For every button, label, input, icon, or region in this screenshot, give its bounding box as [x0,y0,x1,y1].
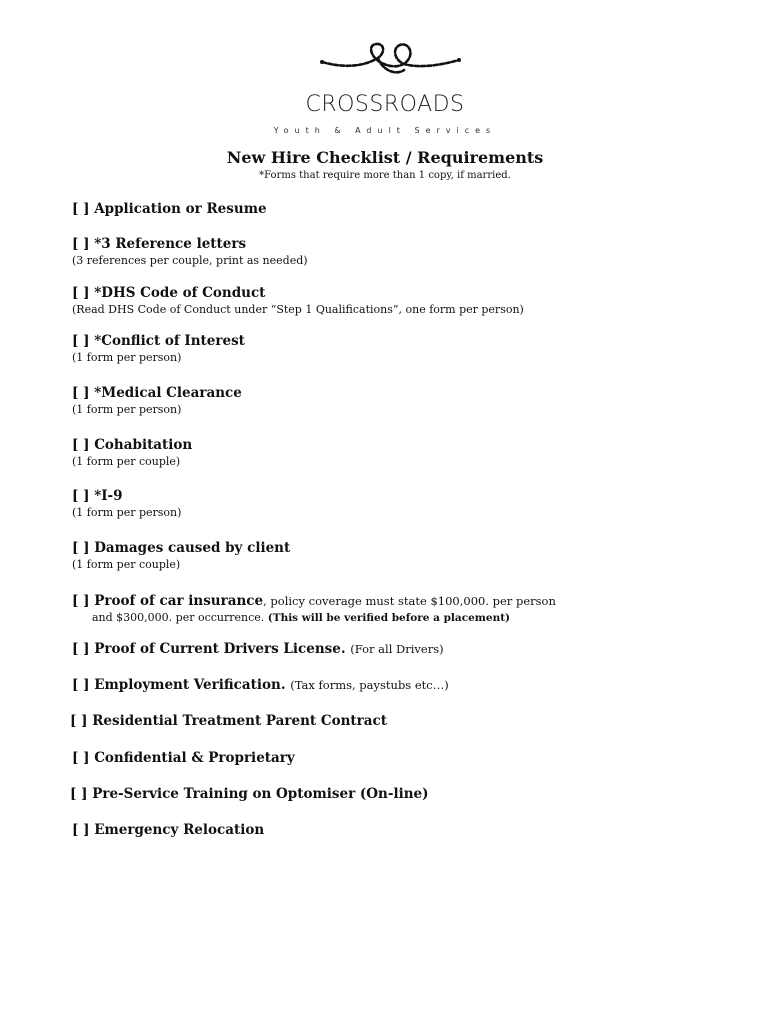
item-inline-note: (For all Drivers) [350,642,444,656]
item-inline-note: , policy coverage must state $100,000. per person [263,594,556,608]
item-label: *DHS Code of Conduct [94,285,266,301]
item-note: (1 form per couple) [72,455,181,468]
item-label: Proof of Current Drivers License. [94,641,346,657]
item-continuation [92,611,712,624]
checklist-item [72,285,712,316]
item-label: *I-9 [94,488,123,504]
checkbox[interactable]: [ ] [72,593,90,609]
checkbox[interactable]: [ ] [72,333,90,349]
checkbox[interactable]: [ ] [72,540,90,556]
checkbox[interactable]: [ ] [72,285,90,301]
checklist-item [72,822,712,838]
item-label: Proof of car insurance [94,593,264,609]
item-label: Cohabitation [94,437,193,453]
page-subtitle: *Forms that require more than 1 copy, if married. [259,170,511,181]
checkbox[interactable]: [ ] [70,786,88,802]
item-label: Application or Resume [94,201,267,217]
checkbox[interactable]: [ ] [70,713,88,729]
checklist-item [72,236,712,267]
item-inline-note: (Tax forms, paystubs etc…) [290,678,449,692]
item-label: *Conflict of Interest [94,333,245,349]
checklist-item [72,677,712,693]
item-label: Pre-Service Training on Optomiser (On-line) [92,786,429,802]
item-note: (1 form per person) [72,506,182,519]
item-label: Employment Verification. [94,677,286,693]
checkbox[interactable]: [ ] [72,641,90,657]
checkbox[interactable]: [ ] [72,385,90,401]
brand-tagline: Youth & Adult Services [273,126,497,135]
crossroads-knot-logo [318,40,463,80]
checklist-item [70,786,710,802]
brand-name: CROSSROADS [305,92,465,117]
checkbox[interactable]: [ ] [72,236,90,252]
checklist-item [72,540,712,571]
checklist-item [70,713,710,729]
checklist-item [72,385,712,416]
item-note: (Read DHS Code of Conduct under “Step 1 Qualifications”, one form per person) [72,303,524,316]
checklist-item [72,488,712,519]
item-label: Damages caused by client [94,540,291,556]
item-note: (1 form per person) [72,351,182,364]
checkbox[interactable]: [ ] [72,822,90,838]
checklist-item [72,750,712,766]
checklist-item [72,641,712,657]
checklist-item [72,333,712,364]
item-note: (1 form per couple) [72,558,181,571]
item-label: *3 Reference letters [94,236,247,252]
item-label: *Medical Clearance [94,385,242,401]
item-label: Residential Treatment Parent Contract [92,713,387,729]
item-note: (1 form per person) [72,403,182,416]
checklist-item [72,593,712,624]
checkbox[interactable]: [ ] [72,437,90,453]
checkbox[interactable]: [ ] [72,201,90,217]
checkbox[interactable]: [ ] [72,677,90,693]
checklist-item [72,201,712,217]
checkbox[interactable]: [ ] [72,750,90,766]
checklist-item [72,437,712,468]
continuation-text: and $300,000. per occurrence. [92,611,265,624]
page-title: New Hire Checklist / Requirements [226,148,544,167]
continuation-emphasis: (This will be verified before a placement) [267,612,511,624]
item-label: Emergency Relocation [94,822,265,838]
item-note: (3 references per couple, print as needed) [72,254,308,267]
item-label: Confidential & Proprietary [94,750,295,766]
checkbox[interactable]: [ ] [72,488,90,504]
